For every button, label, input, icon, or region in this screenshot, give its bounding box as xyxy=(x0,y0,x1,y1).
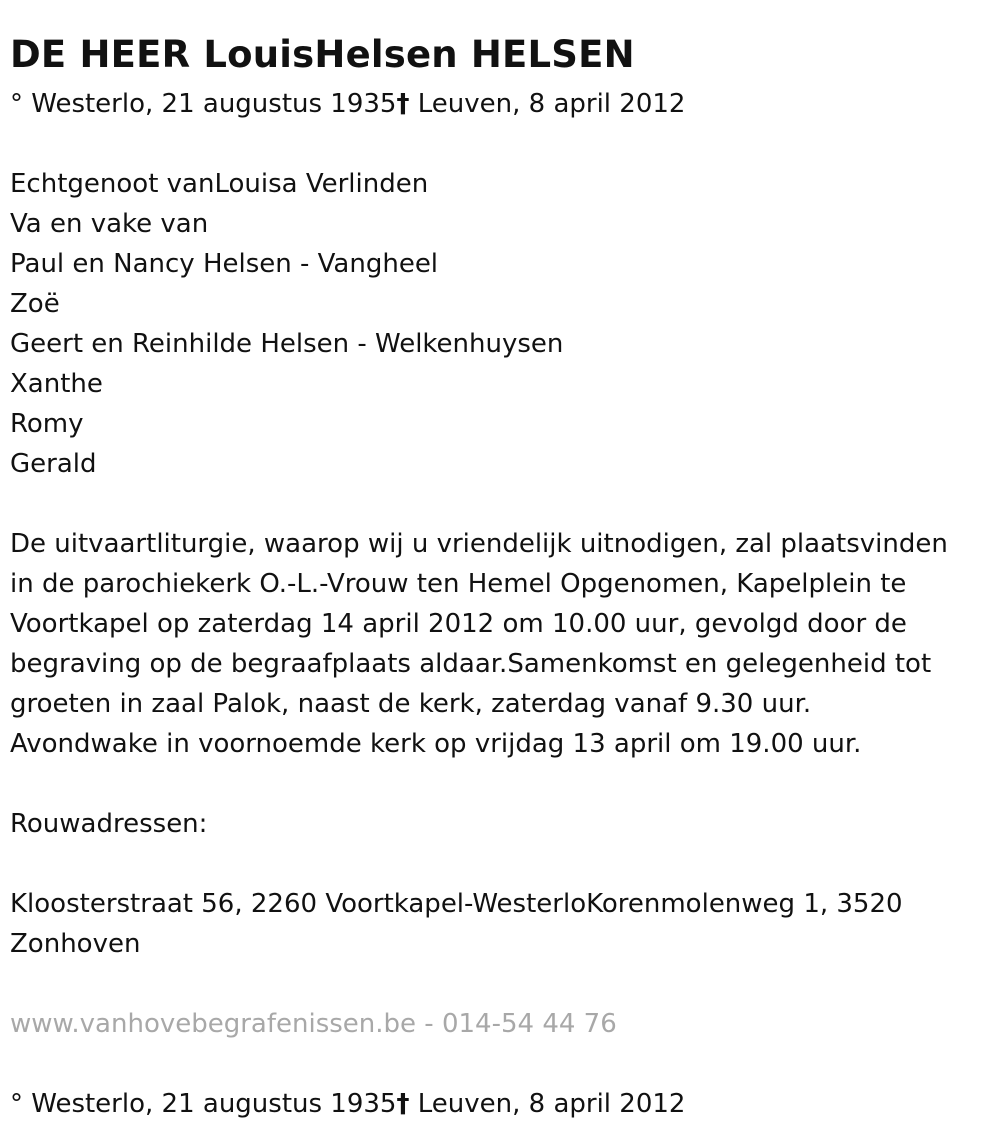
liturgy-line: groeten in zaal Palok, naast de kerk, zaterdag vanaf 9.30 uur. xyxy=(10,689,812,719)
deceased-title: DE HEER LouisHelsen HELSEN xyxy=(10,33,635,76)
family-line: Zoë xyxy=(10,289,60,319)
liturgy-line: Avondwake in voornoemde kerk op vrijdag 13 april om 19.00 uur. xyxy=(10,729,862,759)
death-text: Leuven, 8 april 2012 xyxy=(409,89,686,119)
rouwadressen-label: Rouwadressen: xyxy=(10,809,208,839)
footer-birth-death-line xyxy=(10,1084,685,1124)
family-line: Paul en Nancy Helsen - Vangheel xyxy=(10,249,439,279)
family-line: Romy xyxy=(10,409,84,439)
liturgy-line: De uitvaartliturgie, waarop wij u vriendelijk uitnodigen, zal plaatsvinden xyxy=(10,529,948,559)
family-line: Xanthe xyxy=(10,369,103,399)
birth-death-line xyxy=(10,84,685,124)
address-line: Kloosterstraat 56, 2260 Voortkapel-WesterloKorenmolenweg 1, 3520 xyxy=(10,889,903,919)
funeral-home-link[interactable]: www.vanhovebegrafenissen.be - 014-54 44 76 xyxy=(10,1009,617,1039)
family-line: Geert en Reinhilde Helsen - Welkenhuysen xyxy=(10,329,564,359)
family-line: Gerald xyxy=(10,449,97,479)
birth-text: ° Westerlo, 21 augustus 1935 xyxy=(10,89,397,119)
footer-cross-icon: † xyxy=(396,1089,410,1119)
footer-death-text: Leuven, 8 april 2012 xyxy=(409,1089,686,1119)
family-line: Va en vake van xyxy=(10,209,209,239)
footer-birth-text: ° Westerlo, 21 augustus 1935 xyxy=(10,1089,397,1119)
liturgy-line: in de parochiekerk O.-L.-Vrouw ten Hemel Opgenomen, Kapelplein te xyxy=(10,569,907,599)
cross-icon: † xyxy=(396,89,410,119)
address-line: Zonhoven xyxy=(10,929,141,959)
liturgy-line: Voortkapel op zaterdag 14 april 2012 om 10.00 uur, gevolgd door de xyxy=(10,609,907,639)
family-line: Echtgenoot vanLouisa Verlinden xyxy=(10,169,429,199)
liturgy-line: begraving op de begraafplaats aldaar.Samenkomst en gelegenheid tot xyxy=(10,649,932,679)
